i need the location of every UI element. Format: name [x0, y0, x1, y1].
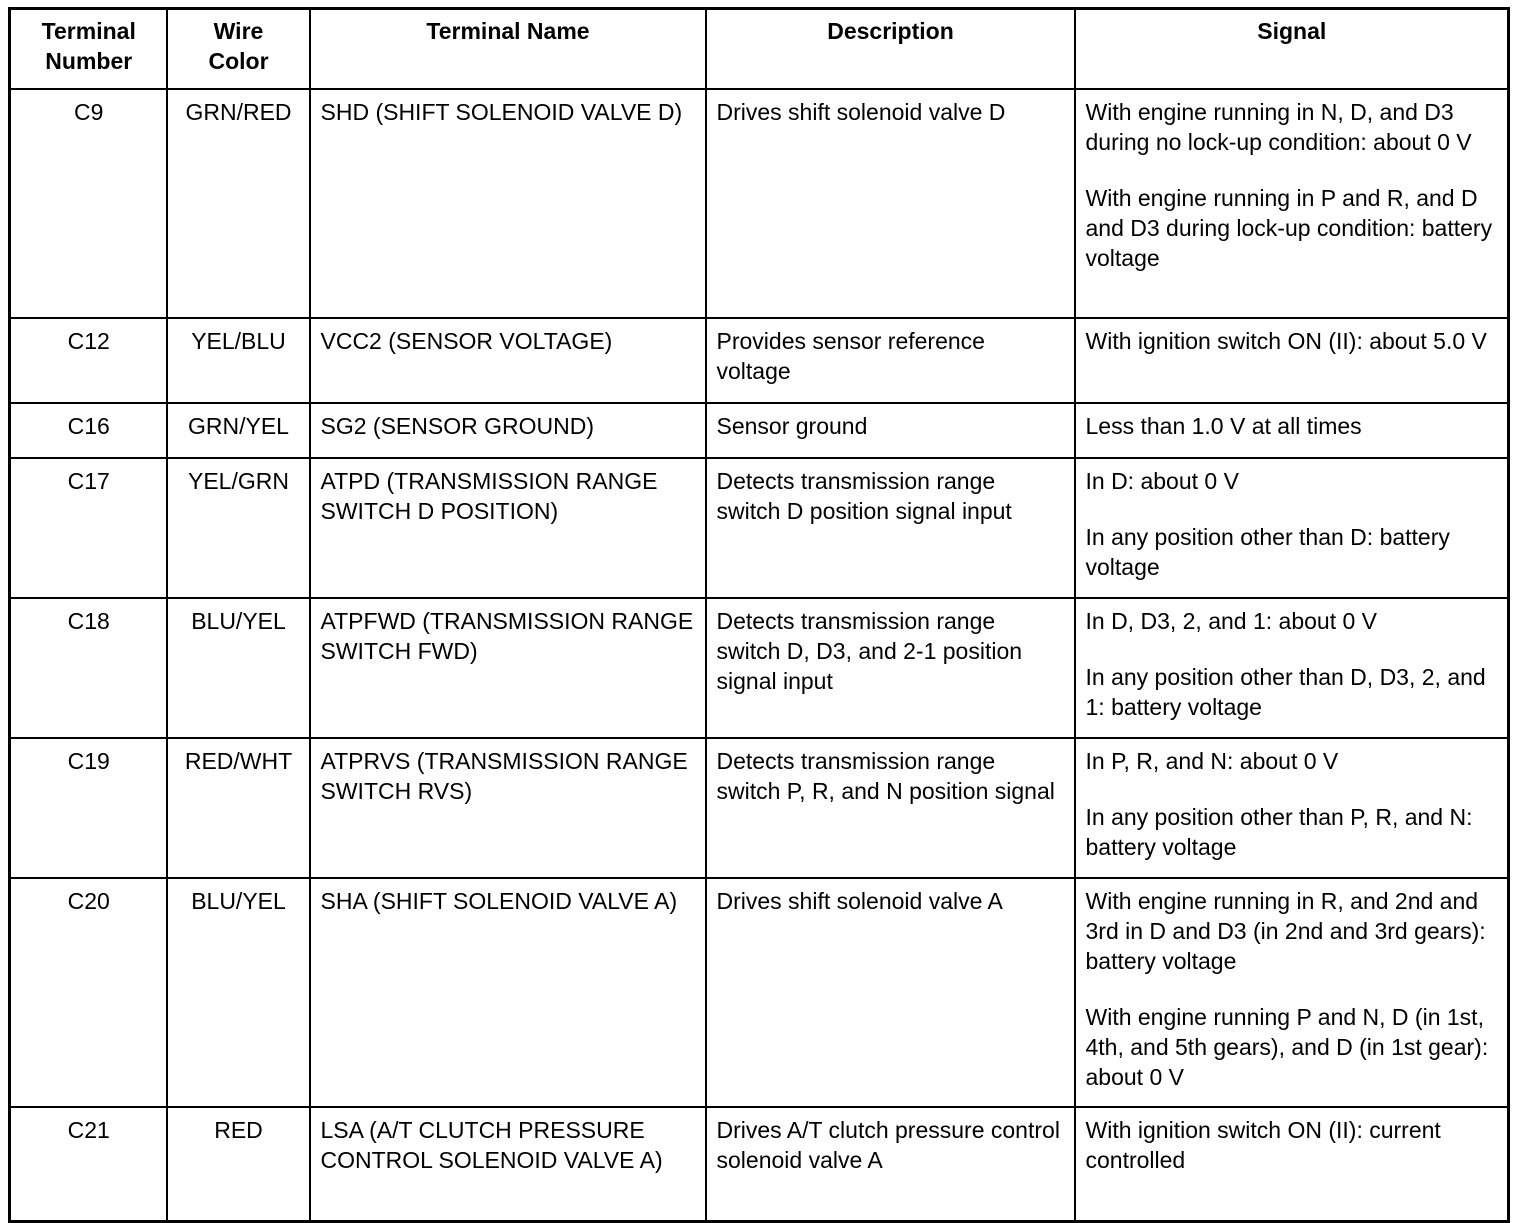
cell-description: Detects transmission range switch D, D3, and 2-1 position signal input	[706, 598, 1075, 738]
signal-text: With engine running P and N, D (in 1st, 4th, and 5th gears), and D (in 1st gear): about 0 V	[1085, 1004, 1489, 1090]
header-terminal-name: Terminal Name	[310, 9, 706, 90]
cell-description: Drives shift solenoid valve A	[706, 878, 1075, 1107]
cell-signal	[1075, 878, 1509, 1107]
cell-wire-color: GRN/RED	[167, 89, 310, 318]
header-row	[10, 9, 1509, 90]
cell-terminal-name: SHD (SHIFT SOLENOID VALVE D)	[310, 89, 706, 318]
cell-terminal-name: LSA (A/T CLUTCH PRESSURE CONTROL SOLENOID VALVE A)	[310, 1107, 706, 1222]
signal-text: In any position other than D, D3, 2, and 1: battery voltage	[1085, 664, 1486, 720]
cell-terminal: C12	[10, 318, 167, 403]
cell-terminal-name: VCC2 (SENSOR VOLTAGE)	[310, 318, 706, 403]
signal-text: With engine running in N, D, and D3 during no lock-up condition: about 0 V	[1085, 99, 1472, 155]
cell-terminal: C17	[10, 458, 167, 598]
header-signal: Signal	[1075, 9, 1509, 90]
signal-text: With ignition switch ON (II): current controlled	[1085, 1117, 1441, 1173]
cell-wire-color: YEL/GRN	[167, 458, 310, 598]
table-row	[10, 458, 1509, 598]
cell-description: Drives A/T clutch pressure control solenoid valve A	[706, 1107, 1075, 1222]
cell-wire-color: RED	[167, 1107, 310, 1222]
signal-text: In any position other than P, R, and N: battery voltage	[1085, 804, 1473, 860]
cell-description: Drives shift solenoid valve D	[706, 89, 1075, 318]
table-row	[10, 318, 1509, 403]
signal-text: In D: about 0 V	[1085, 468, 1239, 494]
cell-signal	[1075, 318, 1509, 403]
cell-wire-color: GRN/YEL	[167, 403, 310, 458]
header-description: Description	[706, 9, 1075, 90]
table-row	[10, 598, 1509, 738]
cell-description: Provides sensor reference voltage	[706, 318, 1075, 403]
cell-signal	[1075, 1107, 1509, 1222]
terminal-table-wrapper	[8, 7, 1507, 1223]
signal-text: Less than 1.0 V at all times	[1085, 413, 1362, 439]
cell-terminal-name: ATPFWD (TRANSMISSION RANGE SWITCH FWD)	[310, 598, 706, 738]
signal-text: With engine running in R, and 2nd and 3rd in D and D3 (in 2nd and 3rd gears): battery voltage	[1085, 888, 1486, 974]
cell-wire-color: YEL/BLU	[167, 318, 310, 403]
cell-description: Detects transmission range switch P, R, and N position signal	[706, 738, 1075, 878]
table-row	[10, 878, 1509, 1107]
cell-description: Sensor ground	[706, 403, 1075, 458]
cell-description: Detects transmission range switch D position signal input	[706, 458, 1075, 598]
cell-terminal: C16	[10, 403, 167, 458]
signal-text: With engine running in P and R, and D and D3 during lock-up condition: battery voltage	[1085, 185, 1493, 271]
table-row	[10, 403, 1509, 458]
cell-terminal: C19	[10, 738, 167, 878]
table-row	[10, 738, 1509, 878]
terminal-table	[8, 7, 1510, 1223]
cell-terminal: C21	[10, 1107, 167, 1222]
cell-terminal: C20	[10, 878, 167, 1107]
table-row	[10, 1107, 1509, 1222]
cell-signal	[1075, 458, 1509, 598]
cell-terminal-name: ATPD (TRANSMISSION RANGE SWITCH D POSITION)	[310, 458, 706, 598]
signal-text: In P, R, and N: about 0 V	[1085, 748, 1339, 774]
signal-text: In D, D3, 2, and 1: about 0 V	[1085, 608, 1378, 634]
signal-text: With ignition switch ON (II): about 5.0 V	[1085, 328, 1487, 354]
cell-wire-color: BLU/YEL	[167, 878, 310, 1107]
cell-signal	[1075, 403, 1509, 458]
cell-terminal: C9	[10, 89, 167, 318]
cell-terminal: C18	[10, 598, 167, 738]
cell-terminal-name: SHA (SHIFT SOLENOID VALVE A)	[310, 878, 706, 1107]
cell-signal	[1075, 89, 1509, 318]
cell-signal	[1075, 598, 1509, 738]
cell-signal	[1075, 738, 1509, 878]
cell-wire-color: RED/WHT	[167, 738, 310, 878]
cell-terminal-name: ATPRVS (TRANSMISSION RANGE SWITCH RVS)	[310, 738, 706, 878]
signal-text: In any position other than D: battery voltage	[1085, 524, 1450, 580]
table-row	[10, 89, 1509, 318]
header-wire-color: Wire Color	[167, 9, 310, 90]
cell-wire-color: BLU/YEL	[167, 598, 310, 738]
cell-terminal-name: SG2 (SENSOR GROUND)	[310, 403, 706, 458]
header-terminal-number: Terminal Number	[10, 9, 167, 90]
